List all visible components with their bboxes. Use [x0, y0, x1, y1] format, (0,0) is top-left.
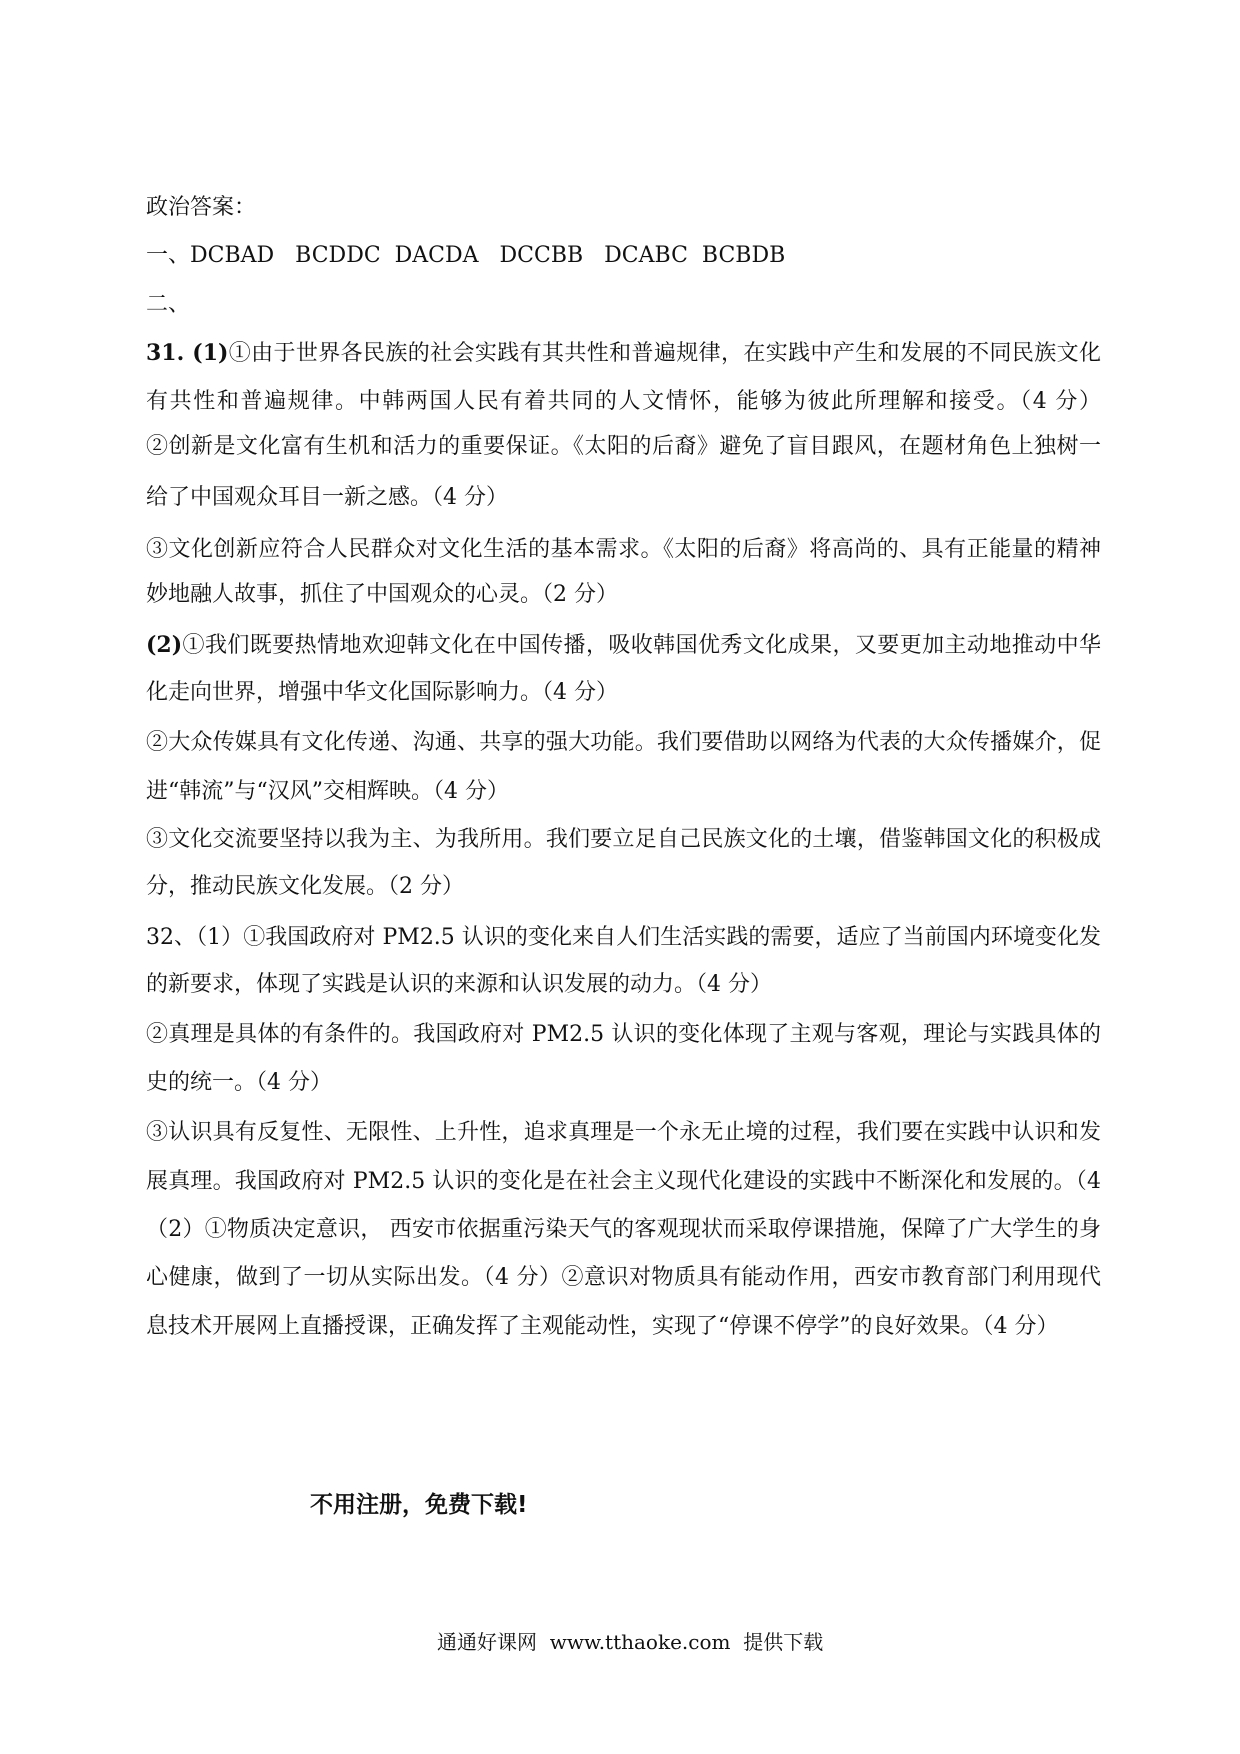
q31-line-1 [146, 339, 1101, 367]
q31-2-line-3: ②大众传媒具有文化传递、沟通、共享的强大功能。我们要借助以网络为代表的大众传播媒介，促 [146, 730, 1101, 755]
free-download-promo: 不用注册，免费下载! [310, 1492, 528, 1518]
q31-2-text: ①我们既要热情地欢迎韩文化在中国传播，吸收韩国优秀文化成果，又要更加主动地推动中华 [182, 633, 1101, 658]
q31-2-line-6: 分，推动民族文化发展。（2 分） [146, 874, 464, 899]
q31-label: 31. (1) [146, 340, 229, 366]
q31-line-5: ③文化创新应符合人民群众对文化生活的基本需求。《太阳的后裔》将高尚的、具有正能量的精神 [146, 537, 1101, 562]
q32-line-2: 的新要求，体现了实践是认识的来源和认识发展的动力。（4 分） [146, 972, 772, 997]
q31-line-6: 妙地融人故事，抓住了中国观众的心灵。（2 分） [146, 582, 618, 607]
q31-2-line-5: ③文化交流要坚持以我为主、为我所用。我们要立足自己民族文化的土壤，借鉴韩国文化的积极成 [146, 827, 1101, 852]
part1-answers: 一、DCBAD BCDDC DACDA DCCBB DCABC BCBDB [146, 243, 786, 268]
q32-line-9: 息技术开展网上直播授课，正确发挥了主观能动性，实现了“停课不停学”的良好效果。（4 分） [146, 1314, 1059, 1339]
q32-line-1: 32、（1）①我国政府对 PM2.5 认识的变化来自人们生活实践的需要，适应了当前国内环境变化发 [146, 925, 1101, 950]
q31-2-line-1 [146, 631, 1101, 659]
q31-line-4: 给了中国观众耳目一新之感。（4 分） [146, 485, 508, 510]
q32-line-4: 史的统一。（4 分） [146, 1070, 332, 1095]
q31-2-label: (2) [146, 632, 183, 658]
q31-line-3: ②创新是文化富有生机和活力的重要保证。《太阳的后裔》避免了盲目跟风，在题材角色上独树一 [146, 434, 1101, 459]
page-footer: 通通好课网 www.tthaoke.com 提供下载 [437, 1630, 824, 1654]
q31-2-line-4: 进“韩流”与“汉风”交相辉映。（4 分） [146, 779, 509, 804]
q32-line-7: （2）①物质决定意识， 西安市依据重污染天气的客观现状而采取停课措施，保障了广大学生的身 [146, 1217, 1101, 1242]
q32-line-5: ③认识具有反复性、无限性、上升性，追求真理是一个永无止境的过程，我们要在实践中认识和发 [146, 1120, 1101, 1145]
q31-2-line-2: 化走向世界，增强中华文化国际影响力。（4 分） [146, 680, 618, 705]
q31-line-2: 有共性和普遍规律。中韩两国人民有着共同的人文情怀，能够为彼此所理解和接受。（4 分） [146, 389, 1101, 414]
q32-line-8: 心健康，做到了一切从实际出发。（4 分）②意识对物质具有能动作用，西安市教育部门利用现代 [146, 1265, 1101, 1290]
doc-title: 政治答案： [146, 195, 257, 220]
q32-line-6: 展真理。我国政府对 PM2.5 认识的变化是在社会主义现代化建设的实践中不断深化和发展的。（4 [146, 1169, 1101, 1194]
part2-heading: 二、 [146, 292, 191, 317]
q31-text: ①由于世界各民族的社会实践有其共性和普遍规律，在实践中产生和发展的不同民族文化 [228, 341, 1101, 366]
q32-line-3: ②真理是具体的有条件的。我国政府对 PM2.5 认识的变化体现了主观与客观，理论与实践具体的 [146, 1022, 1101, 1047]
